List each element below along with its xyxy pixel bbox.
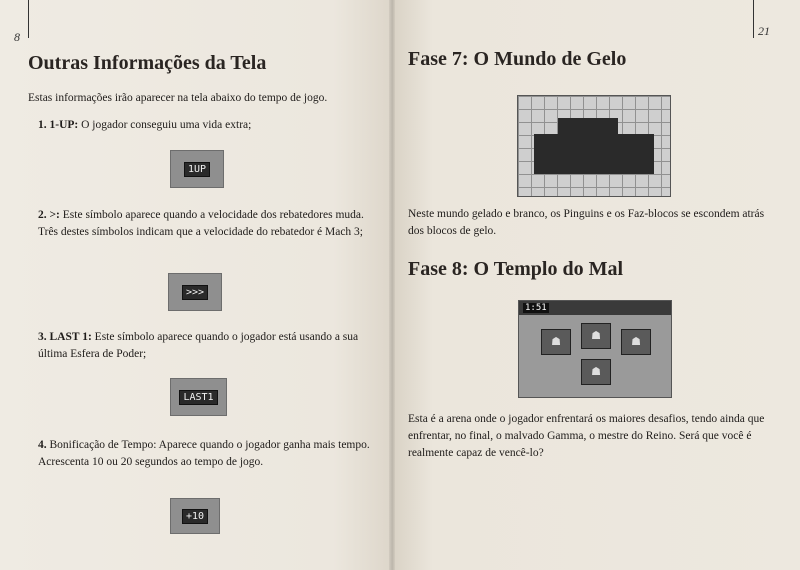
speed-screenshot [168, 273, 222, 311]
temple-gargoyle-center-icon: ☗ [581, 323, 611, 349]
stage8-description: Esta é a arena onde o jogador enfrentará os maiores desafios, tendo ainda que enfrentar, no final, o malvado Gamma, o mestre do Reino. Será que você é realmente capaz de vencê-lo? [408, 413, 765, 459]
stage7-title: Fase 7: O Mundo de Gelo [408, 48, 627, 70]
info-item-2 [38, 207, 378, 241]
temple-gargoyle-bottom-icon: ☗ [581, 359, 611, 385]
info-item-1-text: O jogador conseguiu uma vida extra; [78, 119, 252, 131]
evil-temple-screenshot [518, 300, 672, 398]
ice-world-screenshot [517, 95, 671, 197]
one-up-screenshot [170, 150, 224, 188]
left-page-intro: Estas informações irão aparecer na tela abaixo do tempo de jogo. [28, 92, 328, 104]
info-item-3-label: 3. LAST 1: [38, 331, 92, 343]
temple-gargoyle-right-icon: ☗ [621, 329, 651, 355]
temple-gargoyle-left-icon: ☗ [541, 329, 571, 355]
book-gutter [389, 0, 395, 570]
right-margin-rule [753, 0, 754, 38]
last-one-screenshot [170, 378, 227, 416]
right-page [392, 0, 800, 570]
speed-chevrons-icon: >>> [182, 285, 208, 300]
page-number-left: 8 [14, 30, 20, 44]
info-item-2-text: Este símbolo aparece quando a velocidade dos rebatedores muda. Três destes símbolos indicam que a velocidade do rebatedor é Mach 3; [38, 209, 364, 238]
info-item-2-label: 2. >: [38, 209, 60, 221]
ice-world-upper-dark [558, 118, 618, 136]
info-item-1 [38, 117, 378, 134]
info-item-4 [38, 437, 378, 471]
stage8-title: Fase 8: O Templo do Mal [408, 258, 624, 280]
time-bonus-icon: +10 [182, 509, 208, 524]
left-page-title: Outras Informações da Tela [28, 52, 267, 74]
info-item-4-text: Bonificação de Tempo: Aparece quando o jogador ganha mais tempo. Acrescenta 10 ou 20 segundos ao tempo de jogo. [38, 439, 370, 468]
page-number-right: 21 [758, 24, 770, 38]
info-item-4-label: 4. [38, 439, 47, 451]
last-one-icon: LAST1 [179, 390, 217, 405]
info-item-1-label: 1. 1-UP: [38, 119, 79, 131]
left-margin-rule [28, 0, 29, 38]
temple-timer: 1:51 [525, 303, 547, 313]
ice-world-dark-area [534, 134, 654, 174]
info-item-3-text: Este símbolo aparece quando o jogador está usando a sua última Esfera de Poder; [38, 331, 359, 360]
one-up-icon: 1UP [184, 162, 210, 177]
time-bonus-screenshot [170, 498, 220, 534]
info-item-3 [38, 329, 378, 363]
stage7-description: Neste mundo gelado e branco, os Pinguins e os Faz-blocos se escondem atrás dos blocos de gelo. [408, 208, 765, 237]
